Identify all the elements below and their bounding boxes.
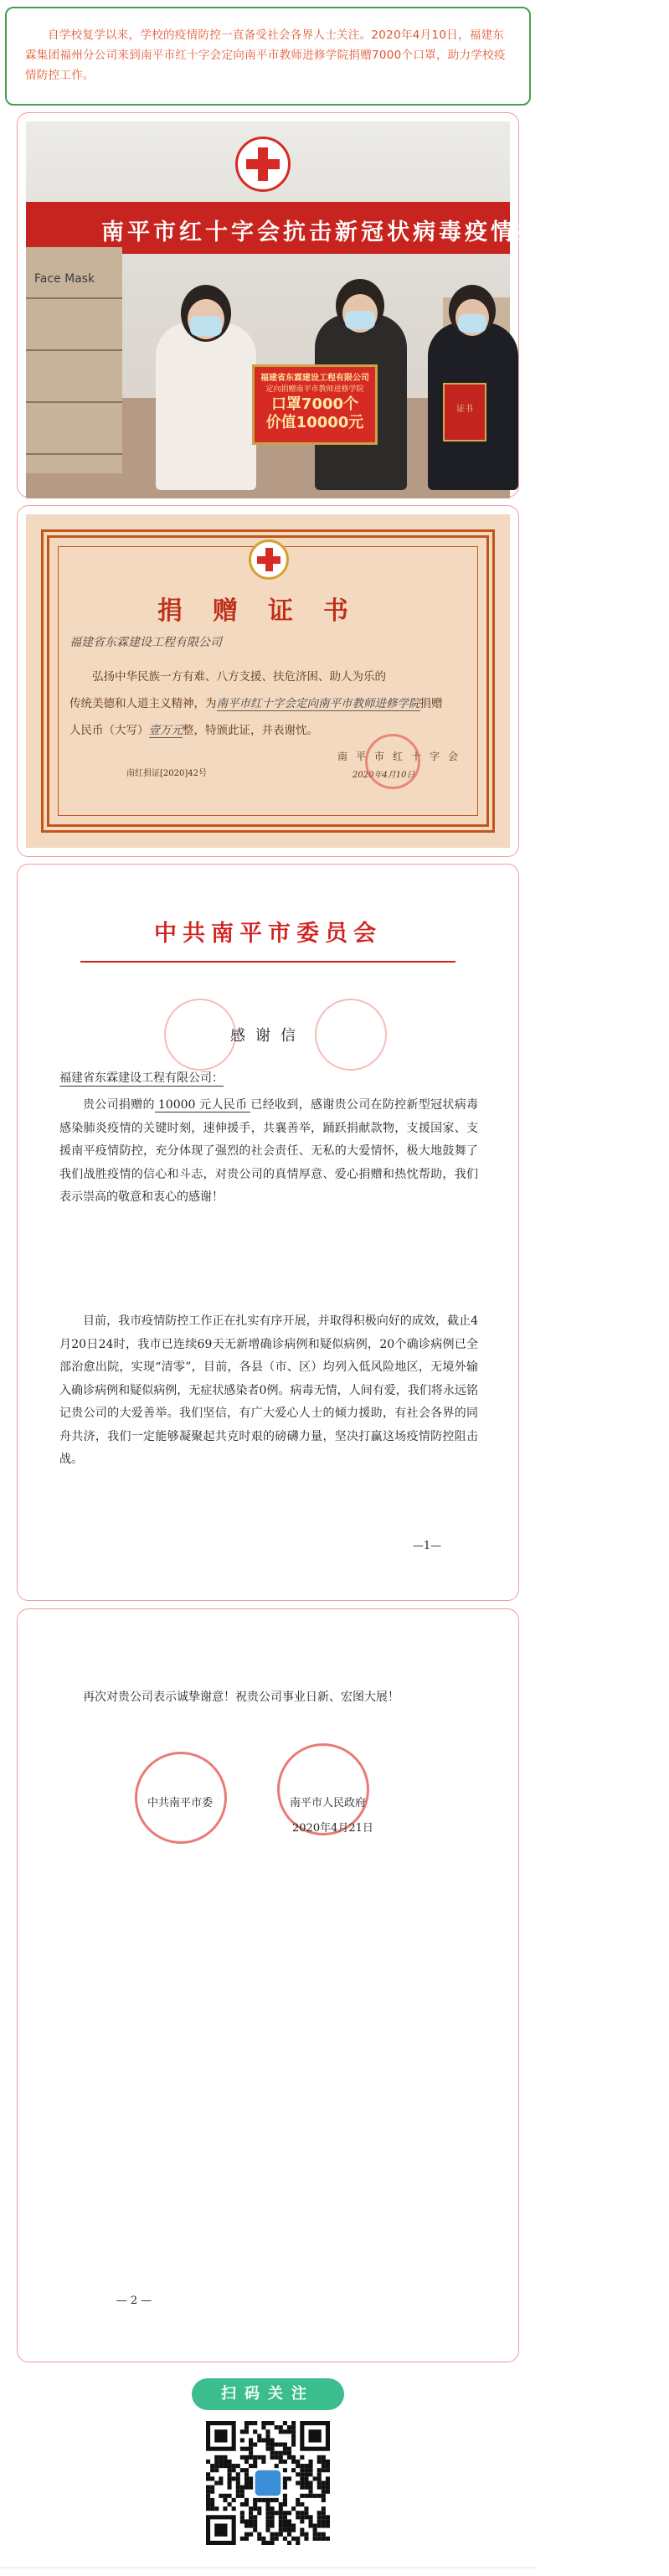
certificate-line-3 [69,717,488,744]
donation-sign [252,364,378,445]
certificate-frame [17,505,519,857]
letter-paragraph-3: 再次对贵公司表示诚挚谢意！祝贵公司事业日新、宏图大展！ [83,1691,399,1704]
red-rule [80,961,455,963]
certificate-line-1: 弘扬中华民族一方有难、八方支援、扶危济困、助人为乐的 [92,670,386,684]
line3-handwritten: 壹万元 [148,724,183,737]
line2-pre: 传统美德和人道主义精神，为 [69,697,217,710]
box-label: Face Mask [34,272,95,286]
certificate-date: 2020年4月10日 [353,771,415,780]
cert-cover-text: 证书 [456,405,473,414]
follow-badge: 扫码关注 [192,2378,344,2410]
intro-box [5,7,531,106]
certificate-number: 南红捐证[2020]42号 [126,769,207,778]
certificate-line-2 [69,690,488,717]
letter-paragraph-2: 目前，我市疫情防控工作正在扎实有序开展，并取得积极向好的成效，截止4月20日24时，我市已连续69天无新增确诊病例和疑似病例，20个确诊病例已全部治愈出院，实现“清零”，目前，各县（市、区）均列入低风险地区，无境外输入确诊病例和疑似病例，无症状感染者0例。病毒无情，人间有爱，我们将永远铭记贵公司的大爱善举。我们坚信，有广大爱心人士的倾力援助，有社会各界的同舟共济，我们一定能够凝聚起共克时艰的磅礴力量，坚决打赢这场疫情防控阻击战。 [59,1314,478,1466]
donation-certificate [26,514,510,848]
line3-post: 整，特颁此证，并表谢忱。 [183,724,318,737]
certificate-body [69,663,488,744]
line2-post: 捐赠 [419,697,443,710]
letter-heading: 感谢信 [230,1027,306,1045]
certificate-title: 捐赠证书 [157,596,378,626]
page-number-2: — 2 — [116,2295,152,2307]
letter-org-title: 中共南平市委员会 [154,921,382,947]
person-left [156,323,256,490]
line2-handwritten: 南平市红十字会定向南平市教师进修学院 [216,697,420,710]
qr-code[interactable] [206,2421,330,2545]
banner-text: 南平市红十字会抗击新冠状病毒疫情捐赠仪式 [101,219,620,245]
signer-government: 南平市人民政府 [290,1797,367,1809]
p1-post: 已经收到，感谢贵公司在防控新型冠状病毒感染肺炎疫情的关键时刻，速伸援手，共襄善举，踊跃捐献款物，支援国家、支援南平疫情防控，充分体现了强烈的社会责任、无私的大爱情怀，极大地鼓舞了我们战胜疫情的信心和斗志，对贵公司的真情厚意、爱心捐赠和热忱帮助，我们表示崇高的敬意和衷心的感谢！ [59,1098,479,1204]
letter-page-2 [17,1608,519,2362]
donation-amount: 10000 元人民币 [155,1098,251,1112]
red-cross-logo [235,137,291,192]
letter-date: 2020年4月21日 [292,1822,373,1835]
intro-text: 自学校复学以来，学校的疫情防控一直备受社会各界人士关注。2020年4月10日，福建东霖集团福州分公司来到南平市红十字会定向南平市教师进修学院捐赠7000个口罩，助力学校疫情防控工作。 [25,28,506,82]
signer-party: 中共南平市委 [147,1797,214,1809]
red-cross-seal [365,734,420,789]
sign-item: 口罩7000个 [270,395,359,413]
donation-photo [26,121,620,488]
photo-frame [17,112,620,498]
letter-page-1 [17,864,519,1601]
p1-pre: 贵公司捐赠的 [83,1098,155,1112]
letter-paragraph-1 [59,1094,478,1210]
sign-target: 定向捐赠南平市教师进修学院 [265,385,364,394]
certificate-cover [443,383,486,441]
letter-salutation: 福建省东霖建设工程有限公司： [59,1069,224,1087]
sign-value: 价值10000元 [265,414,364,431]
sign-company: 福建省东霖建设工程有限公司 [260,374,369,383]
page-number-1: —1— [412,1540,442,1552]
line3-pre: 人民币（大写） [69,724,149,737]
red-cross-emblem [249,539,289,580]
certificate-recipient: 福建省东霖建设工程有限公司 [69,636,222,649]
certificate-issuer: 南平市红十字会 [337,751,467,762]
